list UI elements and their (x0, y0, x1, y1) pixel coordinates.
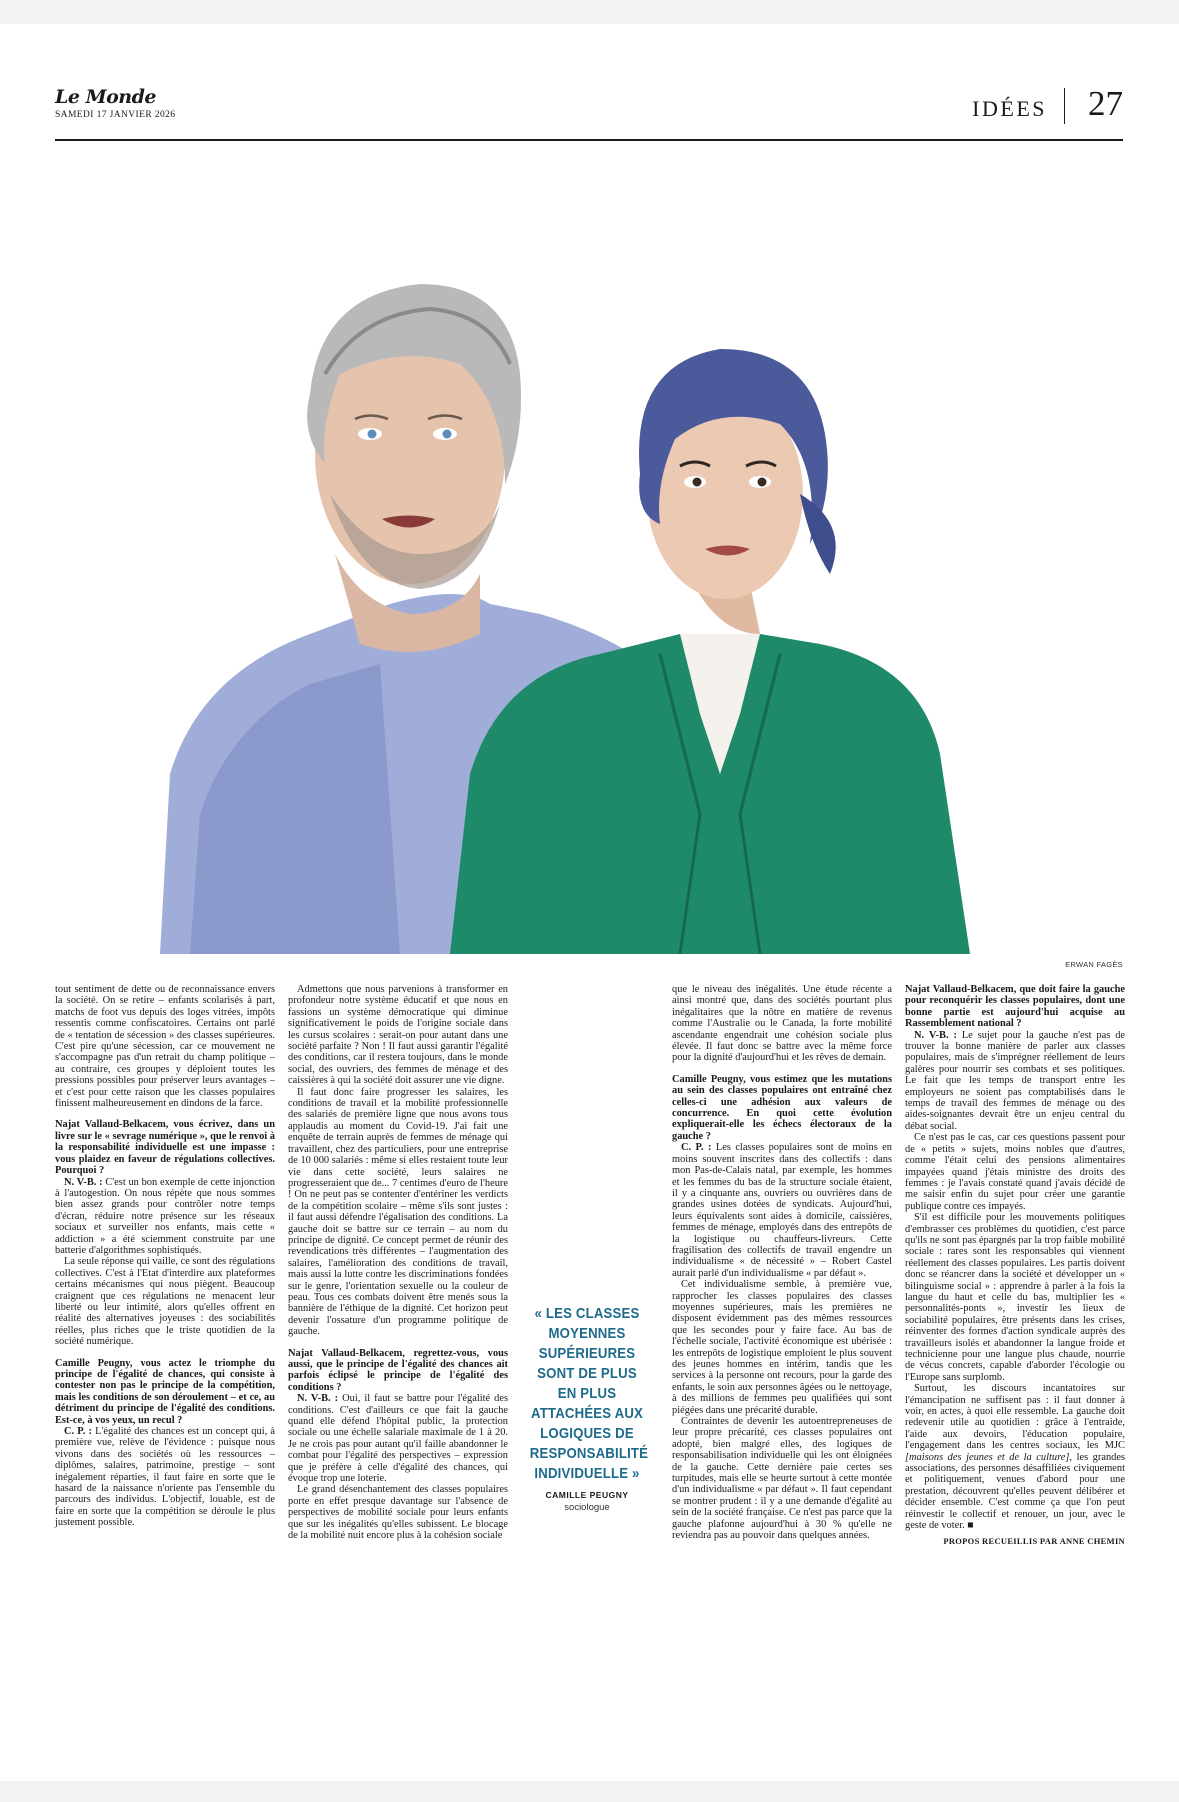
header-rule (55, 139, 1123, 141)
illustration-credit: ERWAN FAGÈS (1065, 960, 1123, 969)
answer (55, 1177, 275, 1257)
speaker-label: C. P. : (64, 1426, 92, 1438)
paragraph: La seule réponse qui vaille, ce sont des régulations collectives. C'est à l'Etat d'interdire aux plateformes certains mécanismes qui nous piègent. Beaucoup craignent que ces régulations ne menacent leur liberté ou leur intimité, alors qu'elles offrent en réalité des alternatives joyeuses : des sociabilités réelles, plus riches que le triste quotidien de la société numérique. (55, 1256, 275, 1348)
text-column-2 (288, 984, 508, 1542)
paragraph: Ce n'est pas le cas, car ces questions passent pour de « petits » sujets, moins nobles que d'autres, comme l'était celui des pensions alimentaires impayées quand j'étais ministre des droits des femmes : je l'avais constaté quand j'avais décidé de me saisir enfin du sujet pour créer une garantie publique contre ces impayés. (905, 1132, 1125, 1212)
newspaper-page (0, 24, 1179, 1781)
answer (905, 1030, 1125, 1133)
question: Camille Peugny, vous actez le triomphe du principe de l'égalité de chances, qui consiste à contester non pas le principe de la compétition, mais les conditions de son déroulement – et ce, au détriment du principe de l'égalité des conditions. Est-ce, à vos yeux, un recul ? (55, 1357, 275, 1426)
page-number: 27 (1088, 84, 1123, 123)
paragraph (905, 1383, 1125, 1531)
portrait-illustration (160, 254, 1070, 954)
question: Najat Vallaud-Belkacem, que doit faire la gauche pour reconquérir les classes populaires, dont une bonne partie est aujourd'hui acquise au Rassemblement national ? (905, 984, 1125, 1030)
section-title: IDÉES (972, 96, 1047, 121)
answer-text: Le sujet pour la gauche n'est pas de trouver la bonne manière de parler aux classes populaires, mais de s'imprégner réellement de leurs galères pour nourrir ses combats et ses politiques. Le fait que les temps de transport entre les employeurs ne soient pas comptabilisés dans le temps de travail des femmes de ménage ou des aides-soignantes devrait être un enjeu central du débat social. (905, 1029, 1125, 1132)
paragraph-italic: [maisons des jeunes et de la culture] (905, 1451, 1070, 1463)
text-column-4 (905, 984, 1125, 1547)
speaker-label: C. P. : (681, 1142, 712, 1154)
answer (55, 1426, 275, 1529)
answer (288, 1393, 508, 1484)
byline: PROPOS RECUEILLIS PAR ANNE CHEMIN (943, 1535, 1125, 1546)
pull-quote (522, 1304, 652, 1513)
question: Najat Vallaud-Belkacem, vous écrivez, dans un livre sur le « sevrage numérique », que le renvoi à la responsabilité individuelle est une impasse : vous plaidez en faveur de régulations collectives. Pourquoi ? (55, 1119, 275, 1177)
answer-text: L'égalité des chances est un concept qui, à première vue, relève de l'évidence : puisque nous vivons dans des sociétés où les ressources – diplômes, salaires, patrimoine, prestige – sont inégalement réparties, il faut faire en sorte que le hasard de la naissance n'oriente pas l'ensemble du parcours des individus. L'objectif, louable, est de faire en sorte que la compétition se déroule le plus justement possible. (55, 1426, 275, 1529)
pull-quote-author: CAMILLE PEUGNY (545, 1490, 629, 1500)
paragraph: Cet individualisme semble, à première vue, rapprocher les classes populaires des classes moyennes supérieures, mais les premières ne disposent évidemment pas des mêmes ressources que les secondes pour y faire face. Au bas de l'échelle sociale, l'activité économique est ubérisée : les entrepôts de logistique emploient le plus souvent des jeunes hommes en intérim, tandis que les services à la personne ont recours, pour la garde des enfants, le soin aux personnes âgées ou le nettoyage, à des millions de femmes peu qualifiées qui sont piégées dans une précarité durable. (672, 1279, 892, 1416)
answer-text: C'est un bon exemple de cette injonction à l'autogestion. On nous répète que nous sommes bien assez grands pour contrôler notre temps d'écran, réduire notre présence sur les réseaux sociaux et surveiller nos enfants, mais cette « addiction » a été sciemment construite par une batterie d'algorithmes sophistiqués. (55, 1176, 275, 1256)
speaker-label: N. V-B. : (297, 1393, 339, 1405)
answer-text: Oui, il faut se battre pour l'égalité des conditions. C'est d'ailleurs ce que fait la gauche quand elle défend l'hôpital public, la protection sociale ou une échelle salariale maximale de 1 à 20. Je ne crois pas pour autant qu'il faille abandonner le combat pour l'égalité des perspectives – expression que je préfère à celle d'égalité des chances, qui évoque trop une loterie. (288, 1393, 508, 1485)
speaker-label: N. V-B. : (64, 1176, 103, 1188)
question: Camille Peugny, vous estimez que les mutations au sein des classes populaires ont entraîné chez celles-ci une adhésion aux valeurs de concurrence. En quoi cette évolution expliquerait-elle les échecs électoraux de la gauche ? (672, 1073, 892, 1142)
paragraph: que le niveau des inégalités. Une étude récente a ainsi montré que, dans des sociétés pourtant plus inégalitaires que la nôtre en matière de revenus comme l'Australie ou le Canada, la forte mobilité ascendante engendrait une cohésion sociale plus élevée. Il faut donc se battre avec la même force pour la dignité d'aujourd'hui et les rêves de demain. (672, 984, 892, 1064)
paragraph-text: Surtout, les discours incantatoires sur l'émancipation ne suffisent pas : il faut donner à voir, en actes, à quoi elle ressemble. La gauche doit redevenir utile au quotidien : grâce à l'entraide, l'aide aux devoirs, l'éducation populaire, l'engagement dans les centres sociaux, les MJC (905, 1383, 1125, 1452)
paragraph: Il faut donc faire progresser les salaires, les conditions de travail et la mobilité professionnelle des salariés de première ligne que nous avons tous applaudis au moment du Covid-19. J'ai fait une enquête de terrain auprès de femmes de ménage qui travaillent, chez des particuliers, pour une entreprise de 10 000 salariés : même si elles restaient toute leur vie dans cette société, leurs salaires ne progresseraient que de... 7 centimes d'euro de l'heure ! On ne peut pas se contenter d'entériner les verdicts de la compétition scolaire – même s'ils sont justes : il faut aussi défendre l'égalisation des conditions. La gauche doit se battre sur ce terrain – au nom du principe de dignité. Ce concept permet de réunir des revendications très différentes – l'augmentation des salaires, l'amélioration des conditions de travail, mais aussi la lutte contre les discriminations fondées sur le genre, l'orientation sexuelle ou la couleur de peau. Tous ces combats doivent être menés sous la bannière de l'éthique de la dignité. Cet horizon peut devenir l'ossature d'un programme politique de gauche. (288, 1086, 508, 1338)
pull-quote-role: sociologue (564, 1502, 610, 1513)
masthead (55, 86, 1123, 148)
paragraph: Contraintes de devenir les autoentrepreneuses de leur propre précarité, ces classes populaires ont adopté, bien malgré elles, des logiques de responsabilisation individuelle qui les ont éloignées de la gauche. Cette dernière paie certes ses turpitudes, mais elle se heurte surtout à cette montée d'un individualisme « par défaut ». Il faut cependant se montrer prudent : il y a une demande d'égalité au sein de la société française. Ce n'est pas parce que la gauche plafonne aujourd'hui à 30 % qu'elle ne reviendra pas au pouvoir dans quelques années. (672, 1416, 892, 1542)
paragraph: S'il est difficile pour les mouvements politiques d'embrasser ces problèmes du quotidien, c'est parce qu'ils ne sont pas épargnés par la trop faible mobilité sociale : rares sont les responsables qui viennent réellement des classes populaires. Les partis doivent donc se réancrer dans la société et développer un « bilinguisme social » : apprendre à parler à la fois la langue du haut et celle du bas, multiplier les « personnalités-ponts », investir les lieux de sociabilité populaires, être présents dans les crises, réinventer des formes d'action syndicale auprès des travailleurs isolés et abandonner la langue froide et technicienne pour une langue plus chaude, nourrie de vécus concrets, capable d'aborder l'écologie ou l'Europe sans surplomb. (905, 1212, 1125, 1383)
question: Najat Vallaud-Belkacem, regrettez-vous, vous aussi, que le principe de l'égalité des chances ait parfois éclipsé le principe de l'égalité des conditions ? (288, 1347, 508, 1393)
paragraph: Admettons que nous parvenions à transformer en profondeur notre système éducatif et que nous en fassions un système démocratique qui diminue significativement le poids de l'origine sociale dans les cursus scolaires : serait-on pour autant dans une société parfaite ? Non ! Il faut aussi garantir l'égalité des conditions, car il restera toujours, dans le monde social, des ouvriers, des femmes de ménage et des caissières à qui la société doit assurer une vie digne. (288, 984, 508, 1087)
paragraph: tout sentiment de dette ou de reconnaissance envers la société. On se retire – enfants scolarisés à part, matchs de foot vus depuis des loges vitrées, impôts ressentis comme confiscatoires. Certains ont parlé de « tentation de sécession » des classes supérieures. C'est pire qu'une sécession, car ce mouvement ne s'accompagne pas d'un retrait du champ politique – au contraire, ces groupes y déploient toutes les pressions possibles pour préserver leurs avantages – et c'est pour cette raison que les classes populaires finissent malheureusement en dindons de la farce. (55, 984, 275, 1110)
brand-logo: Le Monde (55, 86, 156, 108)
text-column-1 (55, 984, 275, 1529)
speaker-label: N. V-B. : (914, 1029, 957, 1041)
answer-text: Les classes populaires sont de moins en moins souvent inscrites dans des collectifs : dans mon Pas-de-Calais natal, par exemple, les hommes et les femmes du bas de la structure sociale étaient, il y a cinquante ans, ouvriers ou ouvrières dans de grandes usines dotées de syndicats. Aujourd'hui, leurs équivalents sont aides à domicile, caissières, femmes de ménage, employés dans des entrepôts de la logistique ou chauffeurs-livreurs. Cette fragilisation des collectifs de travail engendre un individualisme « de nécessité » – Robert Castel aurait parlé d'un individualisme « par défaut ». (672, 1142, 892, 1279)
issue-date: SAMEDI 17 JANVIER 2026 (55, 110, 176, 120)
answer (672, 1142, 892, 1279)
pull-quote-text: « LES CLASSES MOYENNES SUPÉRIEURES SONT DE PLUS EN PLUS ATTACHÉES AUX LOGIQUES DE RESPONSABILITÉ INDIVIDUELLE » (529, 1305, 649, 1482)
paragraph: Le grand désenchantement des classes populaires porte en effet presque davantage sur l'absence de perspectives de mobilité sociale pour leurs enfants que sur les inégalités qu'elles subissent. Le blocage de la mobilité nuit encore plus à la cohésion sociale (288, 1484, 508, 1542)
header-divider (1064, 88, 1065, 124)
paragraph-text: , les grandes associations, des personnes désaffiliées civiquement et politiquement, venues d'abord pour une prestation, découvrent qu'elles peuvent délibérer et décider ensemble. C'est comme ça que l'on peut réinvestir le collectif et renouer, un jour, avec le geste de voter. ■ (905, 1451, 1125, 1532)
text-column-3 (672, 984, 892, 1542)
